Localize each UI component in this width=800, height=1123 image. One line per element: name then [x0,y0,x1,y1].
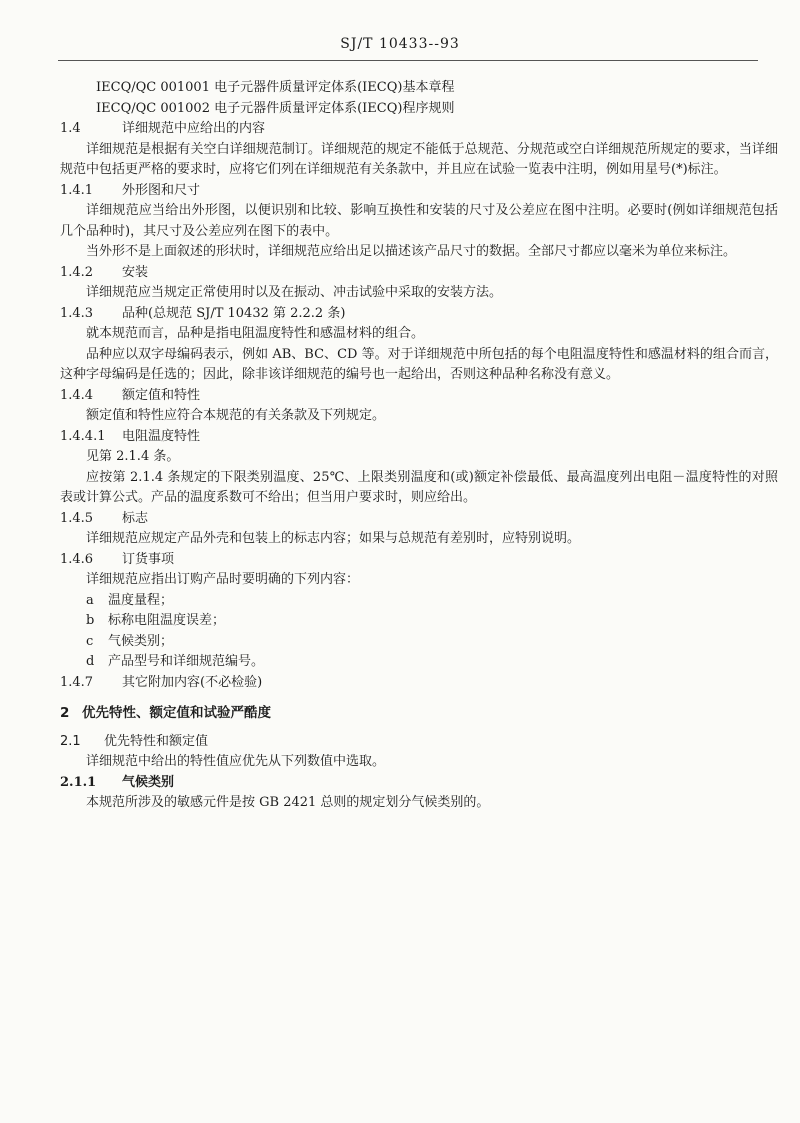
section-title: 详细规范中应给出的内容 [122,121,266,136]
section-number: 1.4.4 [60,387,94,403]
section-number: 1.4.5 [60,510,94,526]
section-title: 品种(总规范 SJ/T 10432 第 2.2.2 条) [122,305,346,321]
section-heading [60,181,778,202]
section-heading [60,732,778,753]
section-number: 1.4 [60,121,81,136]
paragraph: 详细规范应当规定正常使用时以及在振动、冲击试验中采取的安装方法。 [86,285,503,300]
section-title: 电阻温度特性 [122,428,201,444]
section-number: 1.4.4.1 [60,428,106,444]
section-title: 气候类别 [122,774,175,790]
chapter-heading [60,703,778,724]
header-rule [58,60,758,61]
paragraph: 品种应以双字母编码表示，例如 AB、BC、CD 等。对于详细规范中所包括的每个电阻温度特性和感温材料的组合而言，这种字母编码是任选的；因此，除非该详细规范的编号也一起给出，否则这种品种名称没有意义。 [60,346,778,382]
list-item-text: 标称电阻温度误差； [108,613,226,628]
section-heading [60,386,778,407]
standard-code: SJ/T 10433--93 [340,36,460,52]
section-number: 1.4.6 [60,551,94,567]
page-header [0,36,800,52]
section-title: 额定值和特性 [122,387,201,403]
section-title: 订货事项 [122,551,175,567]
list-item [60,632,778,653]
document-body [60,78,778,814]
chapter-number: 2 [60,705,70,721]
paragraph: 详细规范应指出订购产品时要明确的下列内容： [86,572,360,587]
section-heading [60,263,778,284]
paragraph: 额定值和特性应符合本规范的有关条款及下列规定。 [86,408,386,423]
paragraph: 详细规范应规定产品外壳和包装上的标志内容；如果与总规范有差别时，应特别说明。 [86,531,581,546]
section-heading [60,673,778,694]
section-title: 标志 [122,510,149,526]
section-number: 2.1 [60,733,81,749]
paragraph: 详细规范是根据有关空白详细规范制订。详细规范的规定不能低于总规范、分规范或空白详细规范所规定的要求，当详细规范中包括更严格的要求时，应将它们列在详细规范有关条款中，并且应在试验一览表中注明，例如用星号(*)标注。 [60,141,778,177]
section-title: 安装 [122,264,149,280]
section-heading [60,427,778,448]
paragraph: 详细规范中给出的特性值应优先从下列数值中选取。 [86,754,386,769]
section-number: 2.1.1 [60,774,97,790]
section-heading [60,773,778,794]
reference-line: IECQ/QC 001001 电子元器件质量评定体系(IECQ)基本章程 [96,80,455,95]
section-title: 外形图和尺寸 [122,182,201,198]
paragraph: 当外形不是上面叙述的形状时，详细规范应给出足以描述该产品尺寸的数据。全部尺寸都应以毫米为单位来标注。 [86,244,737,259]
paragraph: 就本规范而言，品种是指电阻温度特性和感温材料的组合。 [86,326,425,341]
reference-line: IECQ/QC 001002 电子元器件质量评定体系(IECQ)程序规则 [96,100,455,116]
list-item [60,591,778,612]
section-number: 1.4.2 [60,264,94,280]
section-number: 1.4.3 [60,305,94,321]
section-heading [60,304,778,325]
section-heading [60,119,778,140]
list-item-key: a [86,592,94,608]
list-item-key: d [86,654,95,669]
list-item-text: 气候类别； [108,633,174,649]
paragraph: 见第 2.1.4 条。 [86,449,180,464]
list-item [60,611,778,632]
section-title: 优先特性和额定值 [104,733,209,749]
list-item-key: b [86,613,95,628]
section-heading [60,550,778,571]
paragraph: 应按第 2.1.4 条规定的下限类别温度、25℃、上限类别温度和(或)额定补偿最低、最高温度列出电阻－温度特性的对照表或计算公式。产品的温度系数可不给出；但当用户要求时，则应给出。 [60,469,778,505]
paragraph: 详细规范应当给出外形图，以便识别和比较、影响互换性和安装的尺寸及公差应在图中注明。必要时(例如详细规范包括几个品种时)，其尺寸及公差应列在图下的表中。 [60,203,778,239]
list-item-text: 温度量程； [108,592,174,608]
chapter-title: 优先特性、额定值和试验严酷度 [82,705,271,721]
list-item [60,652,778,673]
section-heading [60,509,778,530]
section-title: 其它附加内容(不必检验) [122,674,263,690]
paragraph: 本规范所涉及的敏感元件是按 GB 2421 总则的规定划分气候类别的。 [86,795,490,810]
list-item-key: c [86,633,94,649]
section-number: 1.4.1 [60,182,94,198]
list-item-text: 产品型号和详细规范编号。 [108,654,265,669]
section-number: 1.4.7 [60,674,94,690]
